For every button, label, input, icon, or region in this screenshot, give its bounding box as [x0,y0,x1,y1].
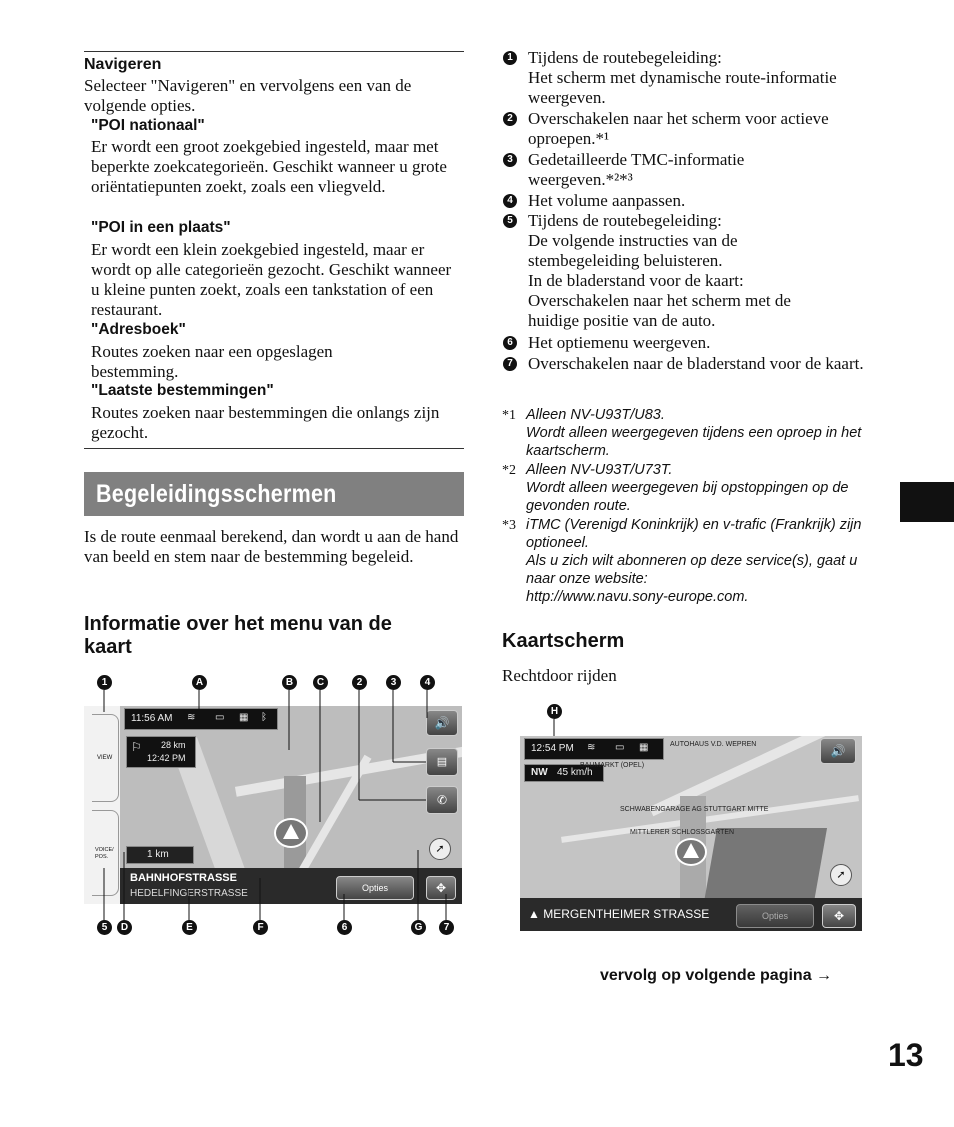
street-name: MERGENTHEIMER STRASSE [543,907,710,921]
heading-direction: NW [531,767,548,778]
item-text: Gedetailleerde TMC-informatie weergeven.*²*³ [528,150,745,189]
item-number: 2 [503,112,517,126]
option-label: "Laatste bestemmingen" [91,382,274,399]
note-text: Alleen NV-U93T/U73T. Wordt alleen weergegeven bij opstoppingen op de gevonden route. [526,462,849,514]
section-intro: Is de route eenmaal berekend, dan wordt u aan de hand van beeld en stem naar de bestemming begeleid. [84,527,459,566]
callout-3: 3 [386,675,401,690]
option-text: Er wordt een klein zoekgebied ingesteld, maar er wordt op alle categorieën gezocht. Geschikt wanneer u kleine punten zoekt, zoals een tankstation of een restaurant. [91,240,452,319]
subheading: Informatie over het menu van de kaart [84,613,392,658]
status-time: 11:56 AM [131,713,173,724]
scale-label: 1 km [147,849,169,860]
item-number: 7 [503,357,517,371]
callout-C: C [313,675,328,690]
view-label: VIEW [97,755,113,761]
volume-button[interactable] [820,738,856,764]
voice-pos-label: VOICE/ POS. [95,847,114,860]
direction-icon: ▲ [528,907,544,921]
note-text: Alleen NV-U93T/U83. Wordt alleen weergegeven tijdens een oproep in het kaartscherm. [526,407,862,459]
traffic-icon: ▦ [239,712,249,723]
eta: 12:42 PM [147,753,186,763]
callout-H: H [547,704,562,719]
move-icon: ✥ [435,881,447,895]
option-label: "POI in een plaats" [91,219,231,236]
callout-D: D [117,920,132,935]
note-mark: *1 [502,408,516,423]
status-bar[interactable] [524,738,664,760]
callout-leaders [84,682,464,932]
options-button[interactable]: Opties [336,876,414,900]
option-label: "POI nationaal" [91,117,205,134]
status-time: 12:54 PM [531,743,574,754]
street-current: BAHNHOFSTRASSE [130,872,237,884]
map-label: AUTOHAUS V.D. WEPREN [670,741,757,748]
option-text: Routes zoeken naar bestemmingen die onlangs zijn gezocht. [91,403,440,442]
item-number: 3 [503,153,517,167]
tmc-icon: ≋ [187,712,196,723]
kaartscherm-caption: Rechtdoor rijden [502,666,617,685]
continue-note [600,967,832,985]
speaker-icon: 🔊 [830,744,846,758]
note-mark: *2 [502,463,516,478]
section-title: Begeleidingsschermen [96,480,337,508]
phone-icon: ✆ [436,793,448,807]
compass-icon[interactable]: ➚ [830,864,852,886]
item-text: Tijdens de routebegeleiding: De volgende instructies van de stembegeleiding beluisteren. In de bladerstand voor de kaart: Overschakelen naar het scherm met de huidige positie van de auto. [528,211,791,330]
item-number: 6 [503,336,517,350]
callout-B: B [282,675,297,690]
section-banner [84,472,464,516]
position-arrow-icon [675,838,707,866]
callout-4: 4 [420,675,435,690]
nav-intro: Selecteer "Navigeren" en vervolgens een van de volgende opties. [84,76,412,115]
distance: 28 km [161,740,186,750]
map-label: SCHWABENGARAGE AG STUTTGART MITTE [620,806,769,813]
callout-A: A [192,675,207,690]
bottom-bar [520,898,862,931]
item-number: 1 [503,51,517,65]
flag-icon: ⚐ [131,740,142,754]
move-icon: ✥ [833,909,845,923]
compass-icon[interactable]: ➚ [429,838,451,860]
arrow-right-icon: → [816,967,833,984]
traffic-icon: ▦ [639,742,649,753]
speaker-icon: 🔊 [434,716,450,730]
item-text: Het optiemenu weergeven. [528,333,711,352]
traffic-icon: ▤ [436,756,448,768]
tmc-icon: ≋ [587,742,596,753]
nav-heading: Navigeren [84,56,162,73]
battery-icon: ▭ [215,712,225,723]
callout-1: 1 [97,675,112,690]
note-text: iTMC (Verenigd Koninkrijk) en v-trafic (Frankrijk) zijn optioneel. Als u zich wilt abonneren op deze service(s), gaat u naar onze website: http://www.navu.sony-europe.com. [526,517,862,605]
note-mark: *3 [502,518,516,533]
continue-text: vervolg op volgende pagina [600,967,812,984]
item-number: 4 [503,194,517,208]
item-number: 5 [503,214,517,228]
battery-icon: ▭ [615,742,625,753]
scroll-mode-button[interactable] [822,904,856,928]
options-button[interactable]: Opties [736,904,814,928]
speed: 45 km/h [557,767,593,778]
option-text: Routes zoeken naar een opgeslagen bestemming. [91,342,333,381]
building [703,828,827,908]
item-text: Overschakelen naar het scherm voor actieve oproepen.*¹ [528,109,829,148]
map-label: MITTLERER SCHLOSSGARTEN [630,829,735,836]
callout-E: E [182,920,197,935]
item-text: Tijdens de routebegeleiding: Het scherm met dynamische route-informatie weergeven. [528,48,837,107]
page-number: 13 [888,1037,924,1073]
item-text: Het volume aanpassen. [528,191,686,210]
chapter-tab [900,482,954,522]
map-label: BAUMARKT (OPEL) [580,762,645,769]
street-next: HEDELFINGERSTRASSE [130,888,248,899]
callout-2: 2 [352,675,367,690]
option-text: Er wordt een groot zoekgebied ingesteld, maar met beperkte zoekcategorieën. Geschikt wanneer u grote oriëntatiepunten zoekt, zoals een vliegveld. [91,137,447,196]
kaartscherm-heading: Kaartscherm [502,630,625,652]
top-rule [84,51,464,52]
section-rule [84,448,464,449]
option-label: "Adresboek" [91,321,186,338]
callout-F: F [253,920,268,935]
callout-6: 6 [337,920,352,935]
map-screen [520,736,862,931]
street-current [528,907,709,921]
bluetooth-icon: ᛒ [261,712,267,723]
callout-G: G [411,920,426,935]
item-text: Overschakelen naar de bladerstand voor de kaart. [528,354,864,373]
callout-5: 5 [97,920,112,935]
callout-7: 7 [439,920,454,935]
